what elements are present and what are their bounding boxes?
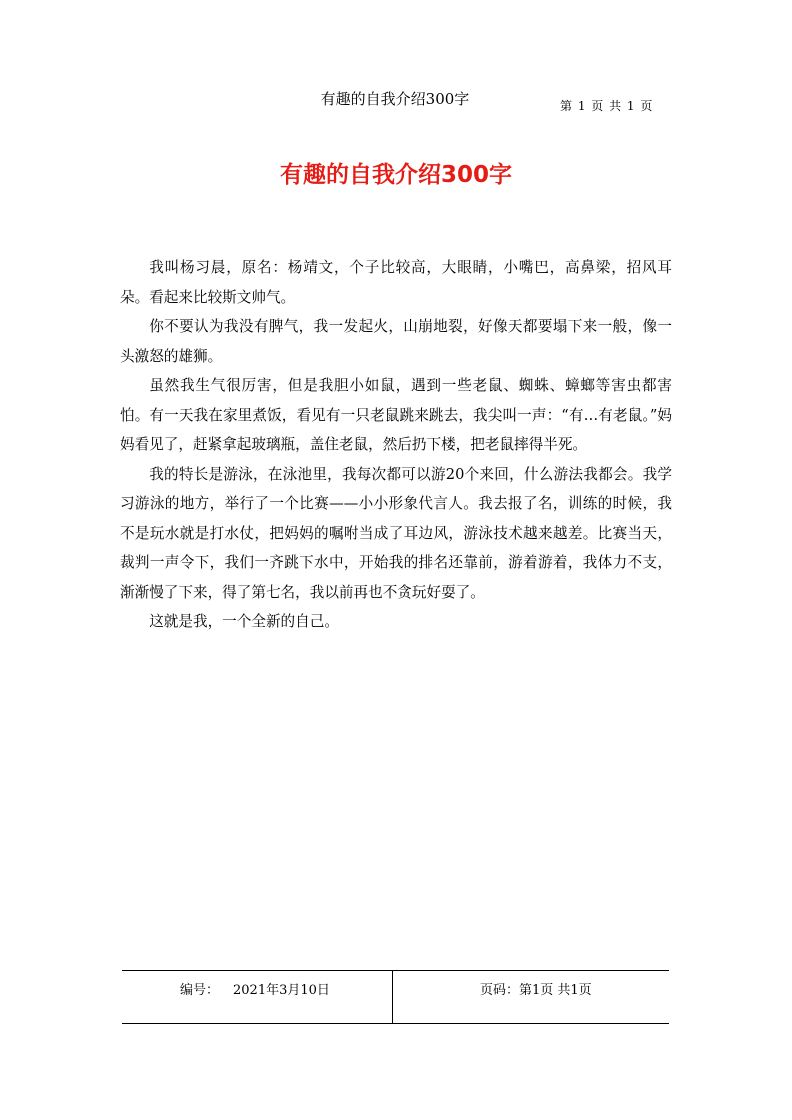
footer-page-label: 页码：第1页 共1页 (480, 983, 592, 998)
footer-number-cell (180, 983, 330, 999)
paragraph: 我的特长是游泳，在泳池里，我每次都可以游20个来回，什么游法我都会。我学习游泳的地方，举行了一个比赛——小小形象代言人。我去报了名，训练的时候，我不是玩水就是打水仗，把妈妈的嘱咐当成了耳边风，游泳技术越来越差。比赛当天，裁判一声令下，我们一齐跳下水中，开始我的排名还靠前，游着游着，我体力不支，渐渐慢了下来，得了第七名，我以前再也不贪玩好耍了。 (120, 465, 672, 601)
paragraph: 这就是我，一个全新的自己。 (149, 613, 339, 630)
document-body (120, 253, 672, 637)
header-title: 有趣的自我介绍300字 (320, 90, 470, 108)
paragraph: 虽然我生气很厉害，但是我胆小如鼠，遇到一些老鼠、蜘蛛、蟑螂等害虫都害怕。有一天我在家里煮饭，看见有一只老鼠跳来跳去，我尖叫一声：“有…有老鼠。”妈妈看见了，赶紧拿起玻璃瓶，盖住老鼠，然后扔下楼，把老鼠摔得半死。 (120, 377, 672, 453)
footer-date: 2021年3月10日 (233, 983, 330, 998)
footer-number-label: 编号： (180, 983, 220, 998)
document-title: 有趣的自我介绍300字 (279, 162, 512, 188)
footer-divider (392, 971, 393, 1023)
header-page-info: 第 1 页 共 1 页 (560, 99, 654, 113)
paragraph: 我叫杨习晨，原名：杨靖文，个子比较高，大眼睛，小嘴巴，高鼻梁，招风耳朵。看起来比较斯文帅气。 (120, 259, 672, 306)
footer-table (122, 970, 669, 1024)
paragraph: 你不要认为我没有脾气，我一发起火，山崩地裂，好像天都要塌下来一般，像一头激怒的雄狮。 (120, 318, 672, 365)
